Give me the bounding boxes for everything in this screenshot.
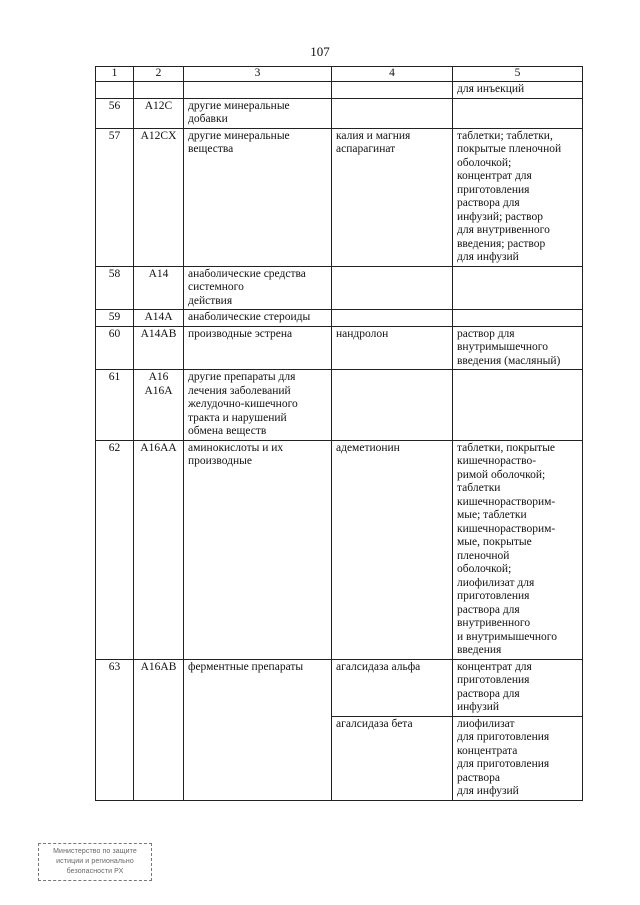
dosage-form-cell [453,370,583,441]
group-name-cell: ферментные препараты [184,659,332,800]
atc-code-cell: A16AA [134,440,184,659]
ministry-stamp: Министерство по защите истиции и регионально безопасности РХ [38,843,152,881]
table-row [96,370,583,441]
row-number-cell: 59 [96,310,134,327]
table-header-row [96,67,583,82]
dosage-form-cell: лиофилизат для приготовления концентрата для приготовления раствора для инфузий [453,716,583,800]
substance-cell: агалсидаза бета [332,716,453,800]
dosage-form-cell: раствор для внутримышечного введения (масляный) [453,326,583,370]
substance-cell: нандролон [332,326,453,370]
table-cell [332,82,453,99]
row-number-cell: 56 [96,98,134,128]
group-name-cell: другие минеральные добавки [184,98,332,128]
dosage-form-cell [453,310,583,327]
substance-cell: агалсидаза альфа [332,659,453,716]
group-name-cell: производные эстрена [184,326,332,370]
table-row [96,310,583,327]
dosage-form-cell [453,98,583,128]
substance-cell [332,370,453,441]
table-cell [184,82,332,99]
substance-cell: адеметионин [332,440,453,659]
continuation-row [96,82,583,99]
header-cell: 4 [332,67,453,82]
header-cell: 1 [96,67,134,82]
dosage-form-cell: для инъекций [453,82,583,99]
substance-cell: калия и магния аспарагинат [332,128,453,266]
header-cell: 2 [134,67,184,82]
table-row [96,659,583,716]
atc-code-cell: A12C [134,98,184,128]
row-number-cell: 60 [96,326,134,370]
atc-code-cell: A14 [134,266,184,310]
drug-table [95,66,583,801]
group-name-cell: аминокислоты и их производные [184,440,332,659]
page-number: 107 [310,44,330,59]
atc-code-cell: A14AB [134,326,184,370]
substance-cell [332,266,453,310]
dosage-form-cell: таблетки, покрытые кишечнораство- римой оболочкой; таблетки кишечнорастворим- мые; таблетки кишечнорастворим- мые, покрытые пленочной оболочкой; лиофилизат для приготовления раствора для внутривенного и внутримышечного введения [453,440,583,659]
table-cell [134,82,184,99]
header-cell: 5 [453,67,583,82]
atc-code-cell: A12CX [134,128,184,266]
table-row [96,440,583,659]
substance-cell [332,98,453,128]
row-number-cell: 62 [96,440,134,659]
group-name-cell: анаболические стероиды [184,310,332,327]
dosage-form-cell: таблетки; таблетки, покрытые пленочной оболочкой; концентрат для приготовления раствора для инфузий; раствор для внутривенного введения; раствор для инфузий [453,128,583,266]
table-row [96,326,583,370]
row-number-cell: 61 [96,370,134,441]
dosage-form-cell [453,266,583,310]
table-row [96,98,583,128]
table-row [96,266,583,310]
group-name-cell: анаболические средства системного действия [184,266,332,310]
atc-code-cell: A16AB [134,659,184,800]
atc-code-cell: A14A [134,310,184,327]
table-row [96,128,583,266]
row-number-cell: 57 [96,128,134,266]
substance-cell [332,310,453,327]
header-cell: 3 [184,67,332,82]
atc-code-cell: A16 A16A [134,370,184,441]
dosage-form-cell: концентрат для приготовления раствора для инфузий [453,659,583,716]
group-name-cell: другие препараты для лечения заболеваний желудочно-кишечного тракта и нарушений обмена веществ [184,370,332,441]
row-number-cell: 58 [96,266,134,310]
table-cell [96,82,134,99]
row-number-cell: 63 [96,659,134,800]
group-name-cell: другие минеральные вещества [184,128,332,266]
